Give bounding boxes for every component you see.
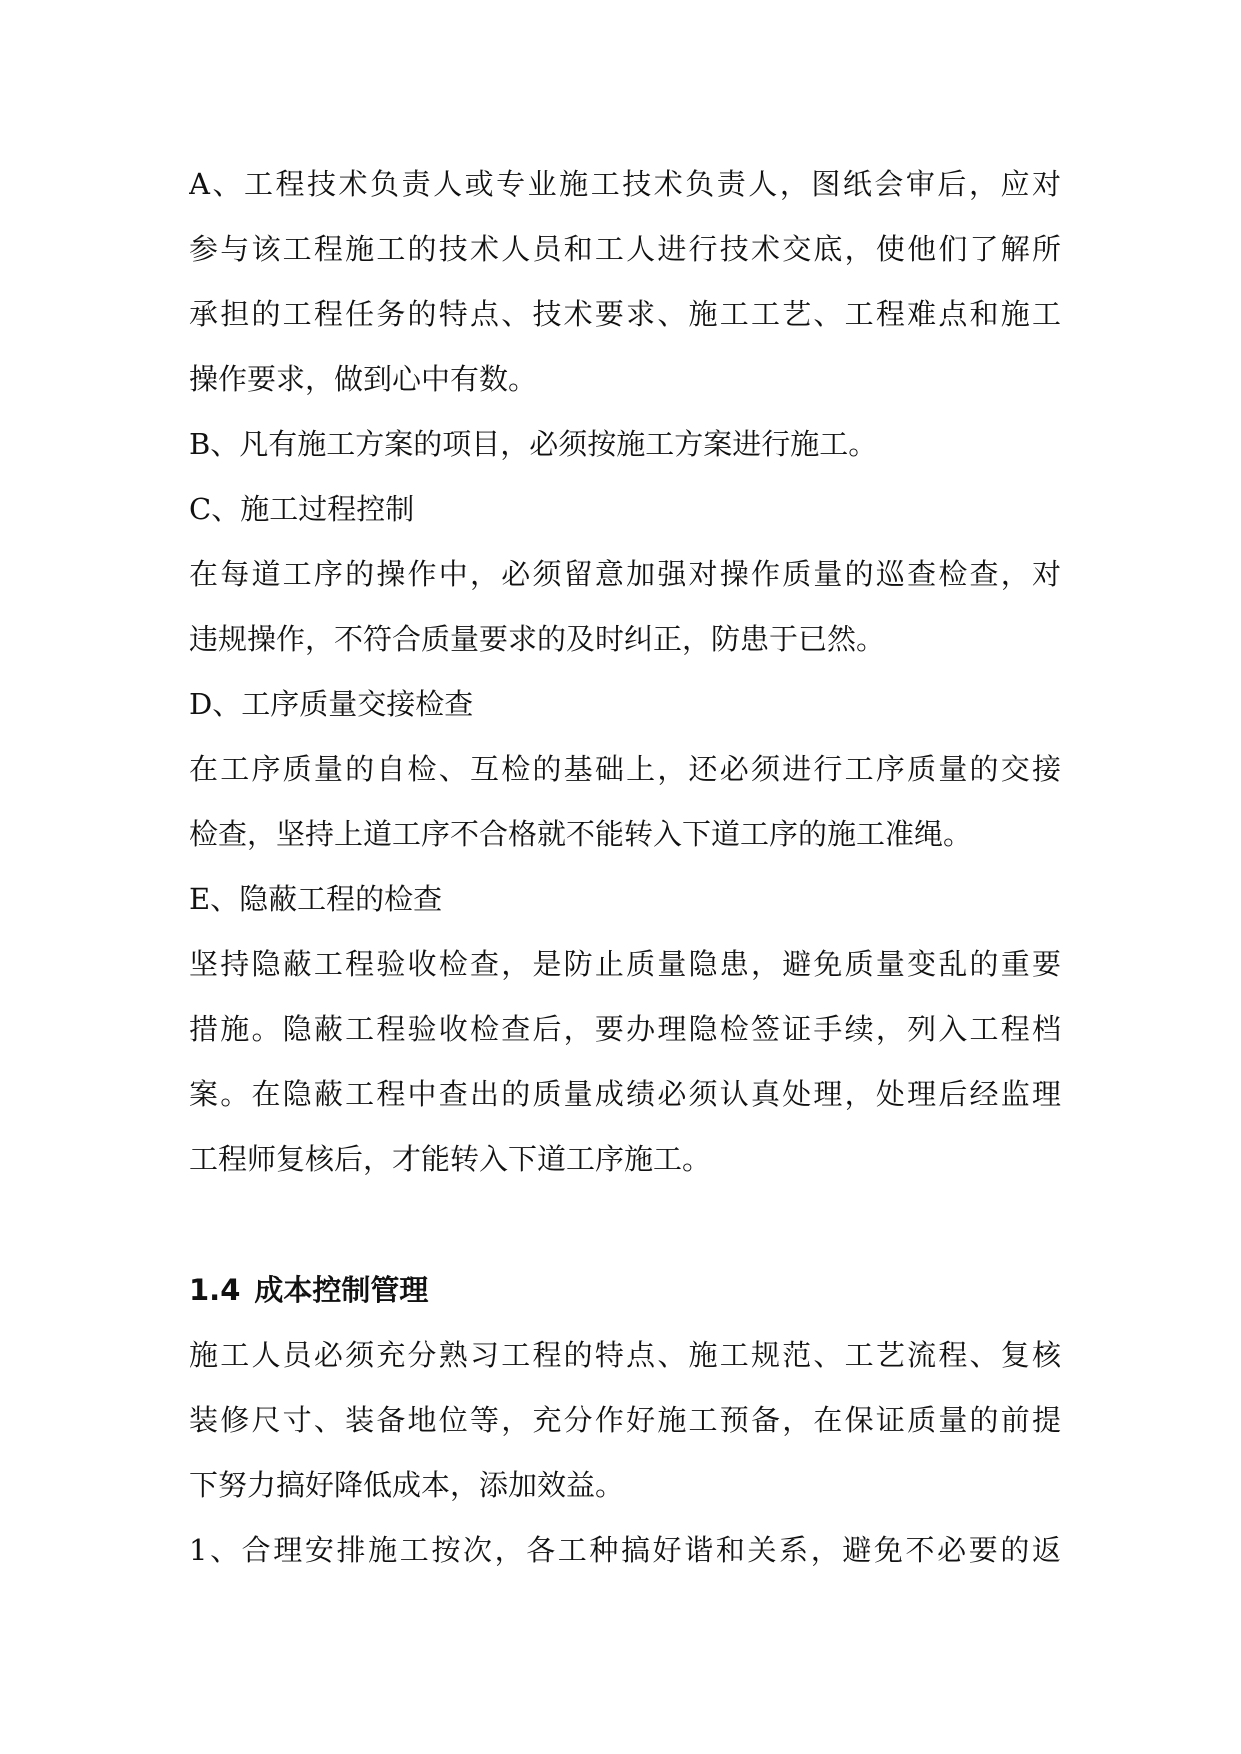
- item-c-heading: C、施工过程控制: [189, 492, 415, 526]
- paragraph-d-line-1: 在工序质量的自检、互检的基础上，还必须进行工序质量的交接: [189, 752, 1061, 786]
- paragraph-c-line-2: 违规操作，不符合质量要求的及时纠正，防患于已然。: [189, 622, 886, 656]
- paragraph-a-line-1: A、工程技术负责人或专业施工技术负责人，图纸会审后，应对: [189, 167, 1061, 201]
- section-heading: [189, 1258, 1061, 1323]
- paragraph-a-line-4: 操作要求，做到心中有数。: [189, 362, 538, 396]
- cost-item-1-line-1: 1、合理安排施工按次，各工种搞好谐和关系，避免不必要的返: [189, 1533, 1061, 1567]
- paragraph-d-line-2: 检查，坚持上道工序不合格就不能转入下道工序的施工准绳。: [189, 817, 973, 851]
- paragraph-e-line-1: 坚持隐蔽工程验收检查，是防止质量隐患，避免质量变乱的重要: [189, 947, 1061, 981]
- cost-paragraph-line-3: 下努力搞好降低成本，添加效益。: [189, 1468, 625, 1502]
- item-d-heading: D、工序质量交接检查: [189, 687, 474, 721]
- paragraph-a-line-3: 承担的工程任务的特点、技术要求、施工工艺、工程难点和施工: [189, 297, 1061, 331]
- paragraph-e-line-3: 案。在隐蔽工程中查出的质量成绩必须认真处理，处理后经监理: [189, 1077, 1061, 1111]
- paragraph-e-line-2: 措施。隐蔽工程验收检查后，要办理隐检签证手续，列入工程档: [189, 1012, 1061, 1046]
- item-e-heading: E、隐蔽工程的检查: [189, 882, 443, 916]
- section-title: 成本控制管理: [254, 1273, 429, 1307]
- document-body: [189, 152, 1061, 1583]
- section-number: 1.4: [189, 1273, 241, 1307]
- cost-paragraph-line-1: 施工人员必须充分熟习工程的特点、施工规范、工艺流程、复核: [189, 1338, 1061, 1372]
- paragraph-e-line-4: 工程师复核后，才能转入下道工序施工。: [189, 1142, 712, 1176]
- cost-paragraph-line-2: 装修尺寸、装备地位等，充分作好施工预备，在保证质量的前提: [189, 1403, 1061, 1437]
- paragraph-a-line-2: 参与该工程施工的技术人员和工人进行技术交底，使他们了解所: [189, 232, 1061, 266]
- item-b: B、凡有施工方案的项目，必须按施工方案进行施工。: [189, 427, 878, 461]
- paragraph-c-line-1: 在每道工序的操作中，必须留意加强对操作质量的巡查检查，对: [189, 557, 1061, 591]
